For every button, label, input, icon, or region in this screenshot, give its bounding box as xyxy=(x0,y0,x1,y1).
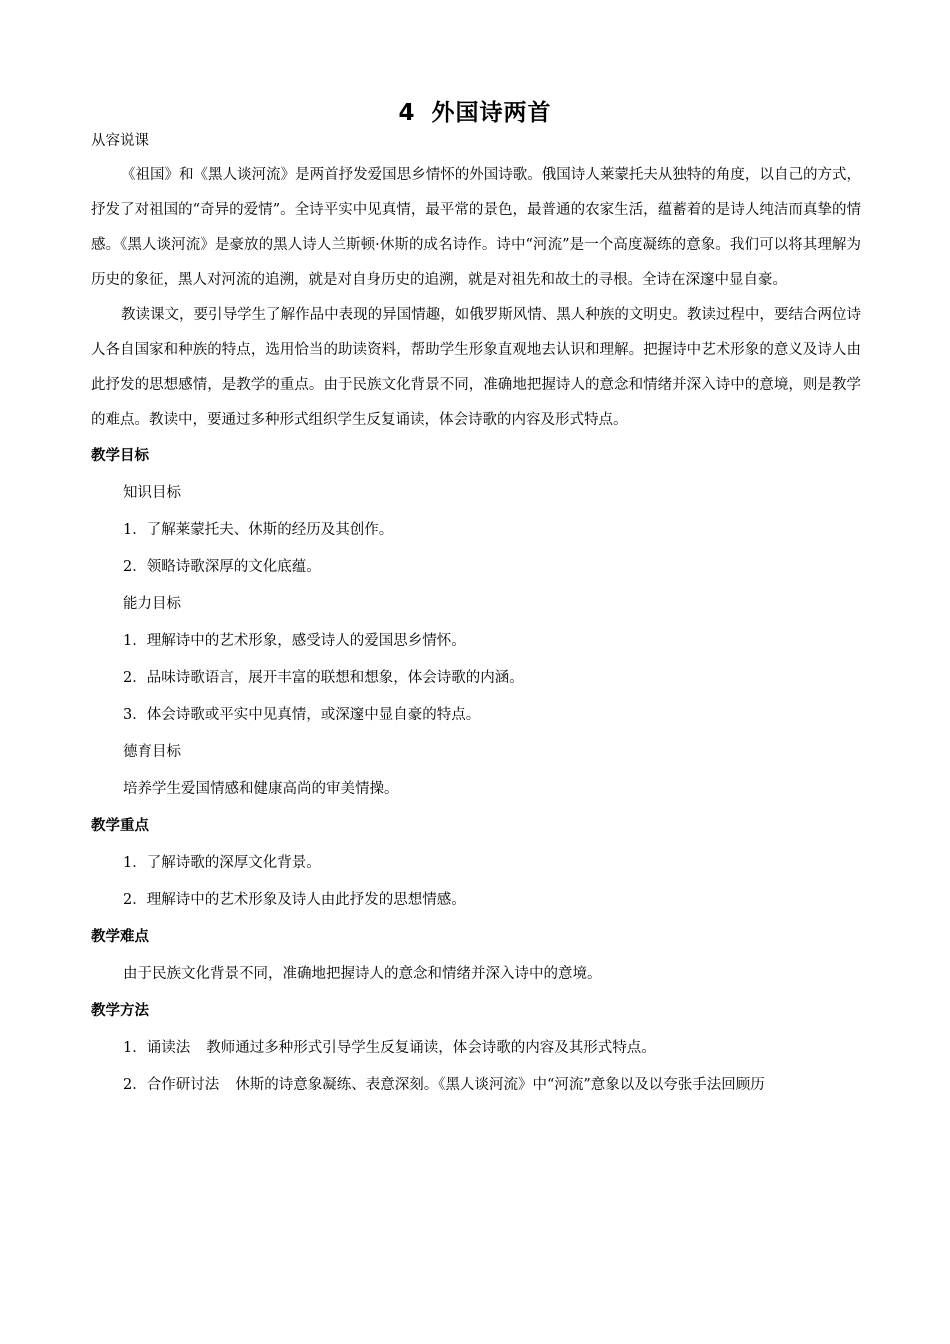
intro-paragraph: 《祖国》和《黑人谈河流》是两首抒发爱国思乡情怀的外国诗歌。俄国诗人莱蒙托夫从独特的角度，以自己的方式，抒发了对祖国的“奇异的爱情”。全诗平实中见真情，最平常的景色，最普通的农家生活，蕴蓄着的是诗人纯洁而真挚的情感。《黑人谈河流》是豪放的黑人诗人兰斯顿·休斯的成名诗作。诗中“河流”是一个高度凝练的意象。我们可以将其理解为历史的象征，黑人对河流的追溯，就是对自身历史的追溯，就是对祖先和故土的寻根。全诗在深邃中显自豪。 xyxy=(91,167,861,288)
lesson-number: 4 xyxy=(398,100,416,126)
difficulties-heading: 教学难点 xyxy=(91,929,149,945)
goals-heading: 教学目标 xyxy=(91,448,149,464)
ability-goals-label: 能力目标 xyxy=(123,596,181,612)
lesson-title: 外国诗两首 xyxy=(431,100,552,126)
section-label: 从容说课 xyxy=(91,133,149,149)
methods-heading: 教学方法 xyxy=(91,1003,149,1019)
list-item: 1．了解诗歌的深厚文化背景。 xyxy=(123,855,321,871)
list-item: 由于民族文化背景不同，准确地把握诗人的意念和情绪并深入诗中的意境。 xyxy=(123,966,602,982)
list-item: 1．了解莱蒙托夫、休斯的经历及其创作。 xyxy=(123,522,394,538)
method-item xyxy=(91,1067,861,1104)
method-name: 2．合作研讨法 xyxy=(123,1077,220,1093)
method-name: 1．诵读法 xyxy=(123,1040,191,1056)
method-desc: 休斯的诗意象凝练、表意深刻。《黑人谈河流》中“河流”意象以及以夸张手法回顾历 xyxy=(235,1077,765,1093)
list-item: 培养学生爱国情感和健康高尚的审美情操。 xyxy=(123,781,399,797)
page-title xyxy=(0,98,950,128)
teaching-paragraph: 教读课文，要引导学生了解作品中表现的异国情趣，如俄罗斯风情、黑人种族的文明史。教读过程中，要结合两位诗人各自国家和种族的特点，选用恰当的助读资料，帮助学生形象直观地去认识和理解。把握诗中艺术形象的意义及诗人由此抒发的思想感情，是教学的重点。由于民族文化背景不同，准确地把握诗人的意念和情绪并深入诗中的意境，则是教学的难点。教读中，要通过多种形式组织学生反复诵读，体会诗歌的内容及形式特点。 xyxy=(91,307,861,428)
list-item: 1．理解诗中的艺术形象，感受诗人的爱国思乡情怀。 xyxy=(123,633,466,649)
list-item: 3．体会诗歌或平实中见真情，或深邃中显自豪的特点。 xyxy=(123,707,481,723)
list-item: 2．领略诗歌深厚的文化底蕴。 xyxy=(123,559,321,575)
knowledge-goals-label: 知识目标 xyxy=(123,485,181,501)
key-points-heading: 教学重点 xyxy=(91,818,149,834)
method-desc: 教师通过多种形式引导学生反复诵读，体会诗歌的内容及其形式特点。 xyxy=(206,1040,656,1056)
list-item: 2．理解诗中的艺术形象及诗人由此抒发的思想情感。 xyxy=(123,892,466,908)
method-item xyxy=(91,1030,861,1067)
document-body xyxy=(91,128,861,1104)
moral-goals-label: 德育目标 xyxy=(123,744,181,760)
list-item: 2．品味诗歌语言，展开丰富的联想和想象，体会诗歌的内涵。 xyxy=(123,670,524,686)
